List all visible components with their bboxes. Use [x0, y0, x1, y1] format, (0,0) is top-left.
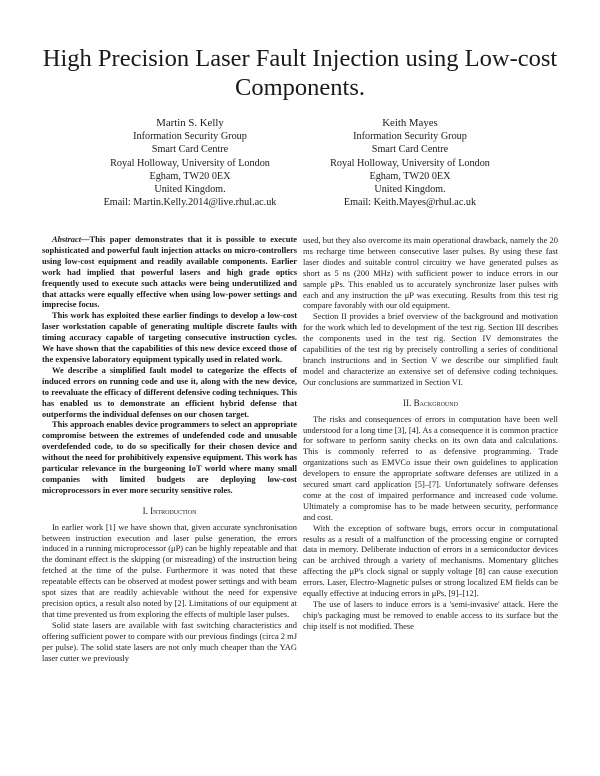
author-affiliation-line: Royal Holloway, University of London	[330, 157, 490, 169]
author-email: Email: Keith.Mayes@rhul.ac.uk	[343, 197, 477, 209]
section-heading-introduction: I. Introduction	[142, 505, 197, 516]
body-paragraph: With the exception of software bugs, errors occur in computational results as a result of a malfunction of the processing engine or corrupted data in memory. Deliberate induction of errors in a semiconductor devices can be archived through a variety of mechanisms. Momentary glitches affecting the μP's clock signal or supply voltage [8] can cause execution errors. Laser, Electro-Magnetic pulses or strong localized EM fields can be equally effective at inducing errors in μPs, [9]–[12].	[303, 522, 558, 599]
right-column	[303, 235, 558, 632]
author-block-kelly	[70, 117, 310, 209]
author-affiliation-line: United Kingdom.	[374, 184, 446, 196]
abstract-paragraph: We describe a simplified fault model to categorize the effects of induced errors on running code and use it, along with the new device, to reevaluate the efficacy of different defensive coding techniques. This has enabled us to demonstrate an efficient hybrid defense that outperforms the individual defenses on our chosen target.	[42, 364, 297, 419]
author-block-mayes	[290, 117, 530, 209]
author-affiliation-line: Smart Card Centre	[151, 144, 229, 156]
abstract	[42, 234, 297, 496]
author-affiliation-line: Egham, TW20 0EX	[369, 170, 451, 182]
body-paragraph: In earlier work [1] we have shown that, given accurate synchronisation between instruction execution and laser pulse generation, the errors induced in a running microprocessor (μP) can be highly repeatable and that the dominant effect is the skipping (or misreading) of the instruction being fetched at the time of the pulse. Furthermore it was noted that these repeatable effects can be observed at modest power settings and with beam spot sizes that are readily achievable without the need for expensive precision optics, a result also noted by [2]. Limitations of our equipment at that time prevented us from exploring the effects of multiple laser pulses.	[42, 521, 297, 619]
author-affiliation-line: Information Security Group	[353, 131, 467, 143]
author-email: Email: Martin.Kelly.2014@live.rhul.ac.uk	[103, 197, 277, 209]
author-affiliation-line: Royal Holloway, University of London	[110, 157, 270, 169]
paper-title: High Precision Laser Fault Injection using Low-cost Components.	[42, 45, 558, 101]
author-affiliation-line: Egham, TW20 0EX	[149, 170, 231, 182]
author-affiliation-line: Smart Card Centre	[371, 144, 449, 156]
author-name: Martin S. Kelly	[156, 117, 224, 129]
body-paragraph: The use of lasers to induce errors is a 'semi-invasive' attack. Here the chip's packaging must be removed to enable access to its surface but the chip itself is not modified. These	[303, 599, 558, 631]
body-paragraph: The risks and consequences of errors in computation have been well understood for a long time [3], [4]. As a consequence it is common practice for software to perform sanity checks on its own data and calculations. This is commonly referred to as defensive programming. Trade organizations such as EMVCo issue their own guidelines to application developers to ensure the appropriate software defenses are utilized in a secured smart card application [5]–[7]. Unfortunately software defenses come at the cost of impaired performance and increased code volume. Ultimately a compromise has to be made between security, performance and cost.	[303, 413, 558, 522]
body-paragraph: Section II provides a brief overview of the background and motivation for the work which led to development of the test rig. Section III describes the components used in the test rig. Section IV demonstrates the capabilities of the test rig by precisely controlling a series of conditional branch instructions and in Section V we describe our simplified fault model and characterize an extensive set of defensive coding techniques. Our conclusions are summarized in Section VI.	[303, 311, 558, 387]
abstract-paragraph: This work has exploited these earlier findings to develop a low-cost laser workstation capable of generating multiple discrete faults with timing accuracy capable of targeting consecutive instruction cycles. We have shown that the capabilities of this new device exceed those of the expensive laboratory equipment typically used in related work.	[42, 310, 297, 364]
abstract-paragraph: Abstract—This paper demonstrates that it is possible to execute sophisticated and powerful fault injection attacks on micro-controllers using low-cost equipment and readily available components. Earlier work had implied that powerful lasers and high grade optics frequently used to execute such attacks were being underutilized and that attacks were equally effective when using low-power settings and imprecise focus.	[42, 234, 297, 310]
body-paragraph: Solid state lasers are available with fast switching characteristics and offering sufficient power to compare with our previous findings (circa 2 mJ per pulse). The solid state lasers are not only much cheaper than the YAG laser cutter we previously	[42, 619, 297, 663]
body-paragraph: used, but they also overcome its main operational drawback, namely the 20 ms recharge time between consecutive laser pulses. By using these fast laser diodes and suitable control circuitry we have generated pulses as short as 5 ns (200 MHz) with sufficient power to induce errors in our sample μPs. This enabled us to accurately synchronize laser pulses with each and any instruction the μP was executing. Results from this test rig compare favorably with our old equipment.	[303, 235, 558, 311]
author-affiliation-line: United Kingdom.	[154, 184, 226, 196]
section-heading-background: II. Background	[403, 397, 458, 408]
author-name: Keith Mayes	[382, 117, 438, 129]
abstract-paragraph: This approach enables device programmers to select an appropriate compromise between the extremes of undefended code and unusable overdefended code, to do so specifically for their chosen device and without the need for prohibitively expensive equipment. This work has particular relevance in the burgeoning IoT world where many small companies with limited budgets are deploying low-cost microprocessors in ever more security sensitive roles.	[42, 419, 297, 495]
author-affiliation-line: Information Security Group	[133, 131, 247, 143]
left-column	[42, 234, 297, 663]
abstract-label: Abstract	[52, 234, 82, 244]
